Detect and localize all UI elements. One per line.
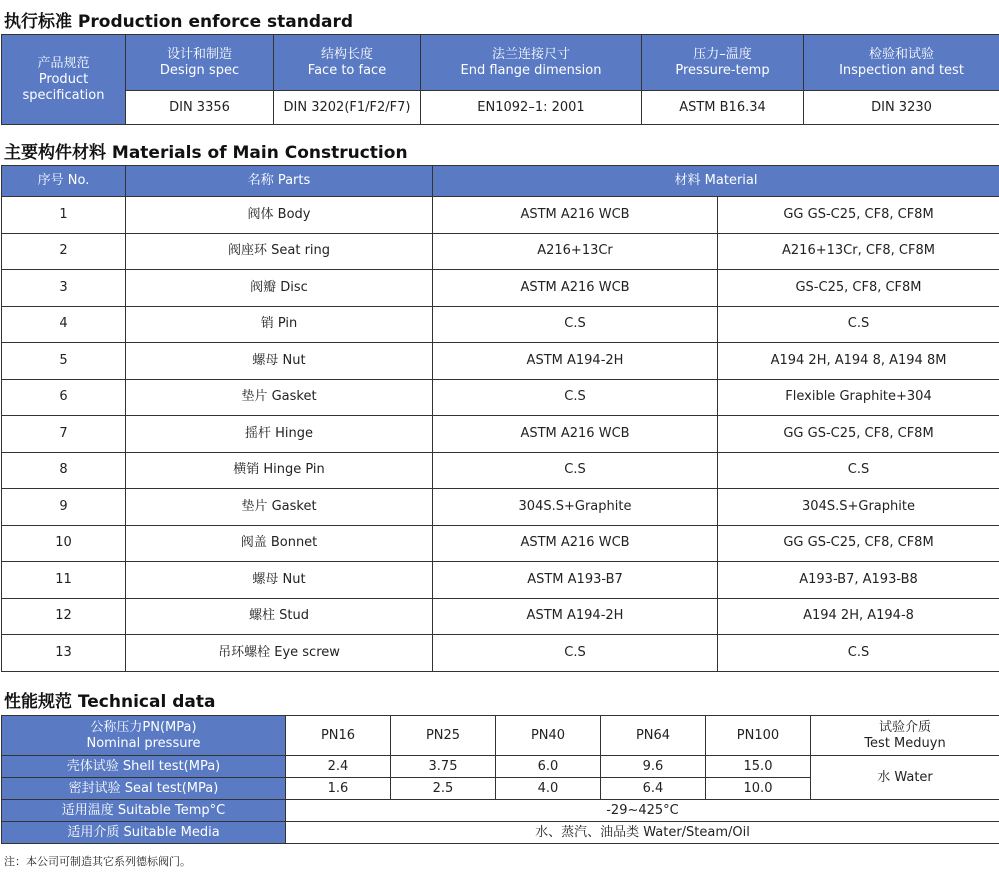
cell-m2: GG GS-C25, CF8, CF8M <box>718 416 999 453</box>
cell-m1: C.S <box>433 452 718 489</box>
col-header-cn: 设计和制造 <box>166 46 232 62</box>
col-header-face <box>274 35 421 91</box>
cell-part: 阀座环 Seat ring <box>126 233 433 270</box>
cell-part: 垫片 Gasket <box>126 489 433 526</box>
cell-m1: ASTM A193-B7 <box>433 562 718 599</box>
cell-m2: C.S <box>718 635 999 672</box>
materials-table <box>1 165 999 672</box>
table-row <box>2 233 999 270</box>
table-row <box>2 452 999 489</box>
cell-no: 13 <box>2 635 126 672</box>
cell-part: 阀盖 Bonnet <box>126 525 433 562</box>
section1-title: 执行标准 Production enforce standard <box>4 12 354 32</box>
cell-m2: A216+13Cr, CF8, CF8M <box>718 233 999 270</box>
cell-m1: ASTM A216 WCB <box>433 197 718 234</box>
col-header-en: Pressure-temp <box>675 62 770 78</box>
cell-m2: GG GS-C25, CF8, CF8M <box>718 525 999 562</box>
cell-part: 摇杆 Hinge <box>126 416 433 453</box>
technical-table <box>1 715 999 844</box>
cell-part: 横销 Hinge Pin <box>126 452 433 489</box>
cell-part: 螺母 Nut <box>126 562 433 599</box>
cell-no: 8 <box>2 452 126 489</box>
nominal-en: Nominal pressure <box>86 735 201 751</box>
shell-cell: 6.0 <box>496 756 601 778</box>
seal-cell: 6.4 <box>601 778 706 800</box>
pn-cell: PN100 <box>706 716 811 756</box>
cell-no: 11 <box>2 562 126 599</box>
table-row <box>2 562 999 599</box>
col-header-en: Inspection and test <box>839 62 964 78</box>
shell-cell: 3.75 <box>391 756 496 778</box>
col-header-en: Design spec <box>159 62 240 78</box>
col-header-en: Face to face <box>307 62 387 78</box>
media-value: 水、蒸汽、油品类 Water/Steam/Oil <box>286 822 999 844</box>
cell-m1: ASTM A216 WCB <box>433 270 718 307</box>
cell-m2: C.S <box>718 452 999 489</box>
table-row <box>2 197 999 234</box>
cell-m1: C.S <box>433 635 718 672</box>
cell-m1: C.S <box>433 306 718 343</box>
col-header-inspection <box>804 35 999 91</box>
pn-cell: PN16 <box>286 716 391 756</box>
medium-cn: 试验介质 <box>878 719 931 735</box>
temp-label: 适用温度 Suitable Temp°C <box>2 800 286 822</box>
section2-title: 主要构件材料 Materials of Main Construction <box>4 143 408 163</box>
cell-m2: GS-C25, CF8, CF8M <box>718 270 999 307</box>
test-medium-header <box>811 716 999 756</box>
col-header-flange <box>421 35 642 91</box>
cell-no: 2 <box>2 233 126 270</box>
shell-cell: 9.6 <box>601 756 706 778</box>
cell-part: 阀瓣 Disc <box>126 270 433 307</box>
cell-m2: A194 2H, A194-8 <box>718 598 999 635</box>
header-no: 序号 No. <box>2 166 126 197</box>
section3-title: 性能规范 Technical data <box>4 692 216 712</box>
seal-cell: 1.6 <box>286 778 391 800</box>
col-header-cn: 压力–温度 <box>693 46 752 62</box>
col-header-design <box>126 35 274 91</box>
value-design: DIN 3356 <box>126 91 274 125</box>
cell-part: 吊环螺栓 Eye screw <box>126 635 433 672</box>
cell-no: 9 <box>2 489 126 526</box>
shell-test-label: 壳体试验 Shell test(MPa) <box>2 756 286 778</box>
seal-cell: 10.0 <box>706 778 811 800</box>
cell-no: 6 <box>2 379 126 416</box>
temp-value: -29~425°C <box>286 800 999 822</box>
seal-cell: 4.0 <box>496 778 601 800</box>
cell-m2: A193-B7, A193-B8 <box>718 562 999 599</box>
standards-table <box>1 34 999 125</box>
product-spec-header <box>2 35 126 125</box>
shell-cell: 15.0 <box>706 756 811 778</box>
col-header-cn: 结构长度 <box>320 46 373 62</box>
value-inspection: DIN 3230 <box>804 91 999 125</box>
seal-cell: 2.5 <box>391 778 496 800</box>
cell-no: 7 <box>2 416 126 453</box>
media-label: 适用介质 Suitable Media <box>2 822 286 844</box>
table-row <box>2 489 999 526</box>
water-medium: 水 Water <box>811 756 999 800</box>
cell-no: 12 <box>2 598 126 635</box>
cell-m1: ASTM A216 WCB <box>433 416 718 453</box>
col-header-en: End flange dimension <box>460 62 602 78</box>
pn-cell: PN64 <box>601 716 706 756</box>
table-row <box>2 598 999 635</box>
nominal-pressure-header <box>2 716 286 756</box>
cell-m1: C.S <box>433 379 718 416</box>
table-row <box>2 379 999 416</box>
pn-cell: PN25 <box>391 716 496 756</box>
col-header-pressure <box>642 35 804 91</box>
cell-part: 螺柱 Stud <box>126 598 433 635</box>
cell-m2: Flexible Graphite+304 <box>718 379 999 416</box>
product-spec-en2: specification <box>22 87 105 103</box>
cell-no: 1 <box>2 197 126 234</box>
cell-m2: 304S.S+Graphite <box>718 489 999 526</box>
nominal-cn: 公称压力PN(MPa) <box>90 719 197 735</box>
footnote: 注：本公司可制造其它系列德标阀门。 <box>4 855 191 868</box>
cell-m1: 304S.S+Graphite <box>433 489 718 526</box>
header-parts: 名称 Parts <box>126 166 433 197</box>
seal-test-label: 密封试验 Seal test(MPa) <box>2 778 286 800</box>
cell-no: 10 <box>2 525 126 562</box>
value-face: DIN 3202(F1/F2/F7) <box>274 91 421 125</box>
cell-m1: ASTM A194-2H <box>433 343 718 380</box>
cell-m2: C.S <box>718 306 999 343</box>
col-header-cn: 法兰连接尺寸 <box>491 46 570 62</box>
medium-en: Test Meduyn <box>864 735 946 751</box>
table-row <box>2 525 999 562</box>
table-row <box>2 306 999 343</box>
cell-part: 螺母 Nut <box>126 343 433 380</box>
table-row <box>2 343 999 380</box>
table-row <box>2 416 999 453</box>
shell-cell: 2.4 <box>286 756 391 778</box>
cell-no: 4 <box>2 306 126 343</box>
cell-part: 阀体 Body <box>126 197 433 234</box>
cell-m1: A216+13Cr <box>433 233 718 270</box>
cell-no: 5 <box>2 343 126 380</box>
cell-m1: ASTM A216 WCB <box>433 525 718 562</box>
header-material: 材料 Material <box>433 166 999 197</box>
value-pressure: ASTM B16.34 <box>642 91 804 125</box>
pn-cell: PN40 <box>496 716 601 756</box>
cell-part: 垫片 Gasket <box>126 379 433 416</box>
cell-m2: A194 2H, A194 8, A194 8M <box>718 343 999 380</box>
value-flange: EN1092–1: 2001 <box>421 91 642 125</box>
cell-part: 销 Pin <box>126 306 433 343</box>
cell-no: 3 <box>2 270 126 307</box>
cell-m2: GG GS-C25, CF8, CF8M <box>718 197 999 234</box>
col-header-cn: 检验和试验 <box>868 46 934 62</box>
table-row <box>2 270 999 307</box>
product-spec-cn: 产品规范 <box>37 55 90 71</box>
table-row <box>2 635 999 672</box>
product-spec-en1: Product <box>38 71 89 87</box>
cell-m1: ASTM A194-2H <box>433 598 718 635</box>
